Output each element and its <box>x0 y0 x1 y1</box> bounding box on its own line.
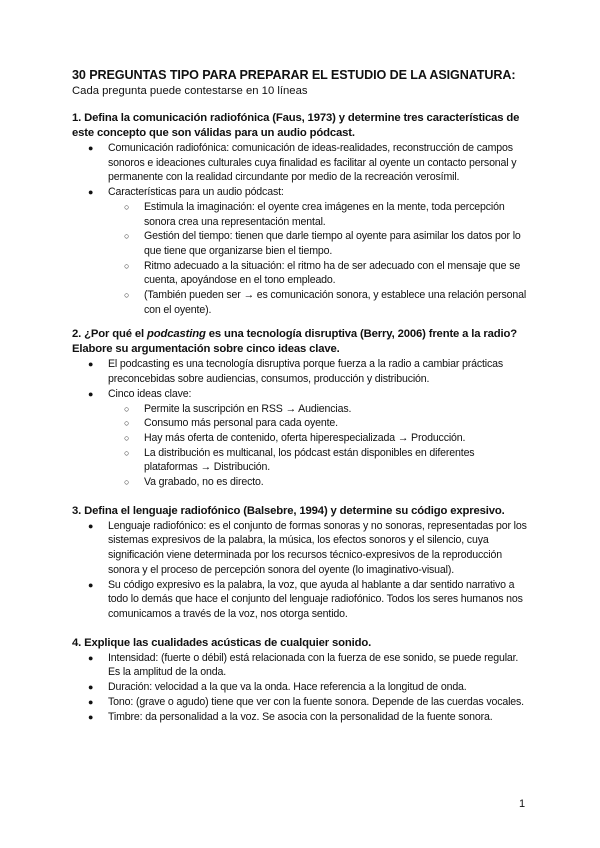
bullet-icon: ● <box>88 359 94 370</box>
document-title: 30 PREGUNTAS TIPO PARA PREPARAR EL ESTUDIO DE LA ASIGNATURA: <box>72 68 516 82</box>
question-2-answer <box>72 357 530 489</box>
bullet-icon: ● <box>88 682 94 693</box>
circle-bullet-icon: ○ <box>124 418 130 429</box>
list-item: ● Tono: (grave o agudo) tiene que ver con la fuente sonora. Depende de las cuerdas vocales. <box>88 695 524 708</box>
circle-bullet-icon: ○ <box>124 432 130 443</box>
list-item: ● Comunicación radiofónica: comunicación de ideas-realidades, reconstrucción de campos sonoros e ideaciones culturales cuya finalidad es facilitar al oyente un contacto personal y permanente con la realidad circundante por medio de la recreación verosímil. <box>88 142 517 184</box>
bullet-icon: ● <box>88 388 94 399</box>
bullet-icon: ● <box>88 143 94 153</box>
list-item: ○ (También pueden ser → es comunicación sonora, y establece una relación personal con el oyente). <box>124 289 527 316</box>
bullet-icon: ● <box>88 187 94 198</box>
list-item: ● Cinco ideas clave: ○ Permite la suscripción en RSS → Audiencias. ○ Consumo más personal para cada oyente. ○ Hay más oferta de contenido, oferta hiperespecializada → Producción. ○ La distribución es multicanal, los pódcast están disponibles en diferentes plataformas → Distribución. ○ Va grabado, no es directo. <box>72 387 530 490</box>
list-item: ○ Hay más oferta de contenido, oferta hiperespecializada → Producción. <box>124 431 466 444</box>
circle-bullet-icon: ○ <box>124 260 130 271</box>
bullet-icon: ● <box>88 652 94 663</box>
question-1-answer <box>72 141 530 317</box>
circle-bullet-icon: ○ <box>124 403 130 414</box>
list-item: ○ Consumo más personal para cada oyente. <box>124 417 338 430</box>
page-number: 1 <box>519 798 526 810</box>
list-item: ● El podcasting es una tecnología disruptiva porque fuerza a la radio a cambiar prácticas preconcebidas sobre audiencias, consumos, producción y distribución. <box>88 358 504 386</box>
question-4-answer <box>72 651 530 725</box>
question-3-title: 3. Defina el lenguaje radiofónico (Balsebre, 1994) y determine su código expresivo. <box>72 504 505 517</box>
list-item: ○ La distribución es multicanal, los pódcast están disponibles en diferentes plataformas → Distribución. <box>124 446 475 474</box>
list-item: ○ Permite la suscripción en RSS → Audiencias. <box>124 402 352 415</box>
list-item: ● Timbre: da personalidad a la voz. Se asocia con la personalidad de la fuente sonora. <box>88 710 493 723</box>
circle-bullet-icon: ○ <box>124 290 130 301</box>
bullet-icon: ● <box>88 520 94 531</box>
question-3-answer <box>72 519 530 622</box>
list-item: ● Su código expresivo es la palabra, la voz, que ayuda al hablante a dar sentido narrativo a todo lo demás que hace el conjunto del lenguaje radiofónico. Todos los seres humanos nos comunicamos a través de la voz, nos otorga sentido. <box>88 578 523 620</box>
bullet-icon: ● <box>88 711 94 722</box>
list-item: ● Duración: velocidad a la que va la onda. Hace referencia a la longitud de onda. <box>88 681 467 694</box>
list-item: ○ Ritmo adecuado a la situación: el ritmo ha de ser adecuado con el mensaje que se cuenta, apoyándose en el tono empleado. <box>124 259 521 287</box>
document-page <box>72 68 530 724</box>
bullet-icon: ● <box>88 579 94 590</box>
list-item: ○ Va grabado, no es directo. <box>124 476 264 489</box>
question-2-title: 2. ¿Por qué el podcasting es una tecnología disruptiva (Berry, 2006) frente a la radio? Elabore su argumentación sobre cinco ideas clave. <box>72 328 518 356</box>
list-item: ● Características para un audio pódcast: ○ Estimula la imaginación: el oyente crea imágenes en la mente, toda percepción sonora crea una representación mental. ○ Gestión del tiempo: tienen que darle tiempo al oyente para asimilar los datos por lo que tiene que organizarse bien el tiempo. ○ Ritmo adecuado a la situación: el ritmo ha de ser adecuado con el mensaje que se cuenta, apoyándose en el tono empleado. ○ (También pueden ser → es comunicación sonora, y establece una relación personal con el oyente). <box>72 185 530 317</box>
circle-bullet-icon: ○ <box>124 447 130 458</box>
question-4-title: 4. Explique las cualidades acústicas de cualquier sonido. <box>72 636 372 649</box>
list-item: ○ Estimula la imaginación: el oyente crea imágenes en la mente, toda percepción sonora crea una representación mental. <box>124 200 505 228</box>
bullet-icon: ● <box>88 696 94 707</box>
circle-bullet-icon: ○ <box>124 201 130 212</box>
question-1-title: 1. Defina la comunicación radiofónica (Faus, 1973) y determine tres características de este concepto que son válidas para un audio pódcast. <box>72 112 520 139</box>
circle-bullet-icon: ○ <box>124 231 130 242</box>
circle-bullet-icon: ○ <box>124 477 130 488</box>
list-item: ○ Gestión del tiempo: tienen que darle tiempo al oyente para asimilar los datos por lo que tiene que organizarse bien el tiempo. <box>124 230 521 257</box>
list-item: ● Intensidad: (fuerte o débil) está relacionada con la fuerza de ese sonido, se puede regular. Es la amplitud de la onda. <box>88 651 519 679</box>
sub-list <box>108 200 530 318</box>
document-subtitle: Cada pregunta puede contestarse en 10 líneas <box>72 85 308 97</box>
sub-list <box>108 402 530 490</box>
list-item: ● Lenguaje radiofónico: es el conjunto de formas sonoras y no sonoras, representadas por los sistemas expresivos de la palabra, la música, los efectos sonoros y el silencio, cuya significación viene determinada por los recursos técnico-expresivos de la reproducción sonora y el proceso de percepción sonora del oyente (lo imaginativo-visual). <box>88 519 527 576</box>
